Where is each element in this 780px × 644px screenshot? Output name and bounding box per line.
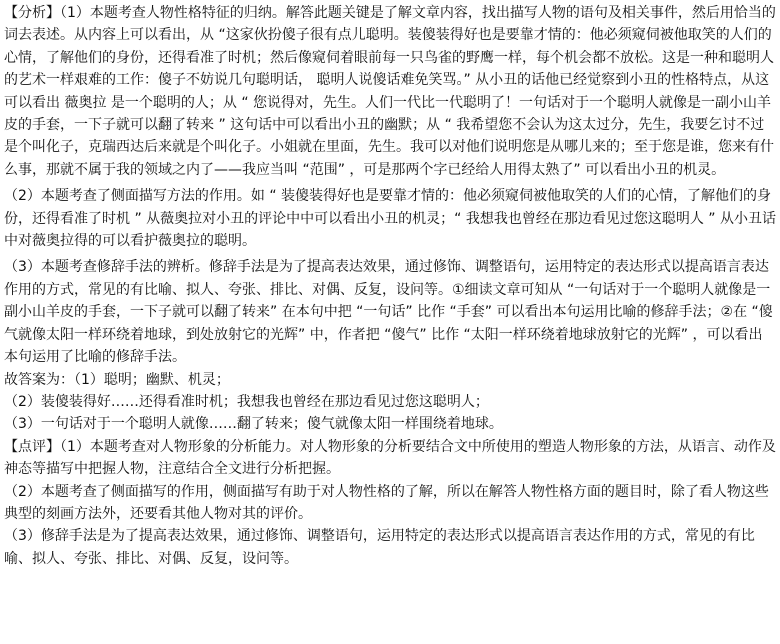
answer-summary-2: （2）装傻装得好……还得看准时机；我想我也曾经在那边看见过您这聪明人； (4, 393, 489, 410)
analysis-paragraph-2: （2）本题考查了侧面描写方法的作用。如 “ 装傻装得好也是要靠才情的：他必须窥伺被他取笑的人们的心情，了解他们的身份，还得看准了时机 ” 从薇奥拉对小丑的评论中中可以看出小丑的机灵；“ 我想我也曾经在那边看见过您这聪明人 ” 从小丑话中对薇奥拉得的可以看护薇奥拉的聪明。 (4, 188, 777, 250)
analysis-paragraph-3: （3）本题考查修辞手法的辨析。修辞手法是为了提高表达效果，通过修饰、调整语句，运用特定的表达形式以提高语言表达作用的方式，常见的有比喻、拟人、夸张、排比、对偶、反复，设问等。①细读文章可知从 “一句话对于一个聪明人就像是一副小山羊皮的手套，一下子就可以翻了转来” 在本句中把 “一句话” 比作 “手套” 可以看出本句运用比喻的修辞手法；②在 “傻气就像太阳一样环绕着地球，到处放射它的光辉” 中，作者把 “傻气” 比作 “太阳一样环绕着地球放射它的光辉” ，可以看出本句运用了比喻的修辞手法。 (4, 259, 773, 366)
comment-paragraph-3: （3）修辞手法是为了提高表达效果，通过修饰、调整语句，运用特定的表达形式以提高语言表达作用的方式，常见的有比喻、拟人、夸张、排比、对偶、反复，设问等。 (4, 528, 755, 567)
analysis-paragraph-1: 【分析】（1）本题考查人物性格特征的归纳。解答此题关键是了解文章内容，找出描写人物的语句及相关事件，然后用恰当的词去表述。从内容上可以看出，从 “这家伙扮傻子很有点儿聪明。装傻装得好也是要靠才情的：他必须窥伺被他取笑的人们的心情，了解他们的身份，还得看准了时机；然后像窥伺着眼前每一只鸟雀的野鹰一样，每个机会都不放松。这是一种和聪明人的艺术一样艰难的工作：傻子不妨说几句聪明话， 聪明人说傻话难免笑骂。” 从小丑的话他已经觉察到小丑的性格特点，从这可以看出 薇奥拉 是一个聪明的人；从 “ 您说得对，先生。人们一代比一代聪明了！一句话对于一个聪明人就像是一副小山羊皮的手套，一下子就可以翻了转来 ” 这句话中可以看出小丑的幽默；从 “ 我希望您不会认为这太过分，先生，我要乞讨不过是个叫化子，克瑞西达后来就是个叫化子。小姐就在里面，先生。我可以对他们说明您是从哪儿来的；至于您是谁，您来有什么事，那就不属于我的领域之内了——我应当叫 “范围” ，可是那两个字已经给人用得太熟了” 可以看出小丑的机灵。 (4, 5, 776, 178)
comment-paragraph-2: （2）本题考查了侧面描写的作用，侧面描写有助于对人物性格的了解，所以在解答人物性格方面的题目时，除了看人物这些典型的刻画方法外，还要看其他人物对其的评价。 (4, 483, 769, 522)
answer-summary-1: 故答案为：（1）聪明；幽默、机灵； (4, 371, 230, 388)
answer-summary-3: （3）一句话对于一个聪明人就像……翻了转来；傻气就像太阳一样围绕着地球。 (4, 416, 503, 433)
comment-paragraph-1: 【点评】（1）本题考查对人物形象的分析能力。对人物形象的分析要结合文中所使用的塑造人物形象的方法，从语言、动作及神态等描写中把握人物，注意结合全文进行分析把握。 (4, 438, 776, 478)
